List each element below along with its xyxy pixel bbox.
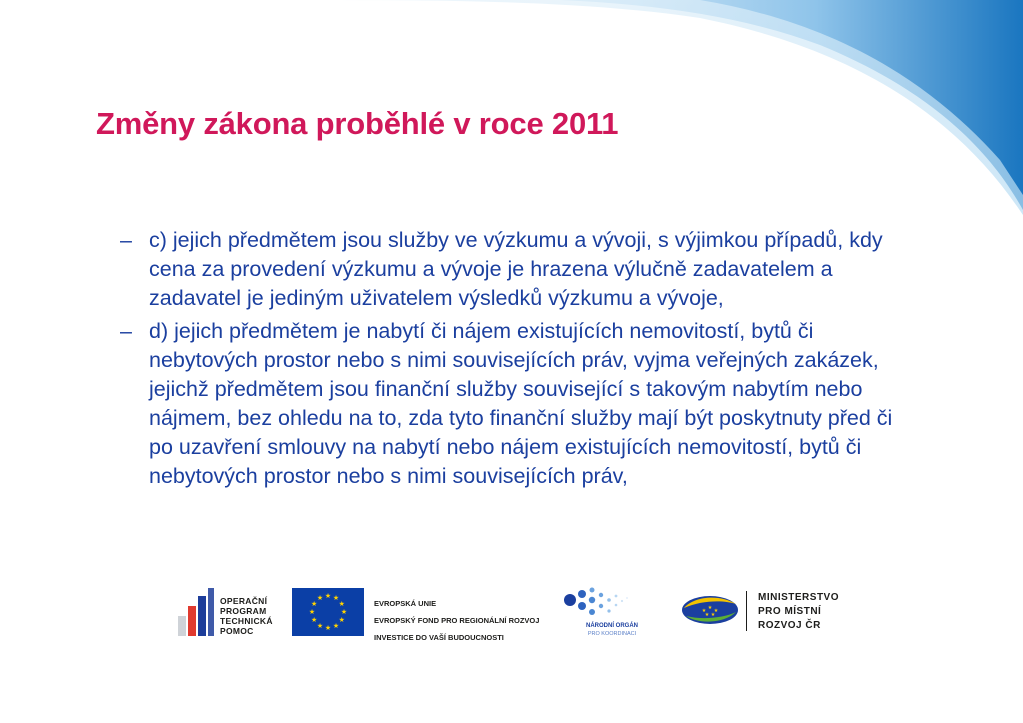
mmr-logo-line: PRO MÍSTNÍ <box>758 606 822 617</box>
mmr-logo-line: MINISTERSTVO <box>758 592 840 603</box>
svg-text:★: ★ <box>308 608 316 616</box>
mmr-logo-line: ROZVOJ ČR <box>758 620 821 631</box>
svg-text:★: ★ <box>707 605 713 611</box>
eu-logo-line: INVESTICE DO VAŠÍ BUDOUCNOSTI <box>374 633 504 642</box>
narodni-organ-line2: PRO KOORDINACI <box>587 631 637 637</box>
op-logo-line: OPERAČNÍ <box>220 596 268 606</box>
mmr-emblem-logo <box>680 592 740 628</box>
bullet-marker: – <box>120 319 132 343</box>
bullet-list <box>120 226 920 495</box>
eu-logo-line: EVROPSKÁ UNIE <box>374 599 437 608</box>
eu-logo-text <box>374 595 539 646</box>
op-technicka-pomoc-logo <box>178 588 218 638</box>
narodni-organ-logo <box>562 586 632 622</box>
narodni-organ-text <box>570 622 654 638</box>
svg-text:★: ★ <box>338 600 345 608</box>
svg-text:★: ★ <box>704 612 710 618</box>
bullet-marker: – <box>120 228 132 252</box>
svg-text:★: ★ <box>324 592 332 600</box>
svg-text:★: ★ <box>316 594 324 603</box>
svg-text:★: ★ <box>332 594 340 603</box>
svg-text:★: ★ <box>311 600 318 608</box>
bullet-item <box>120 226 920 313</box>
svg-text:★: ★ <box>324 624 332 632</box>
eu-logo-line: EVROPSKÝ FOND PRO REGIONÁLNÍ ROZVOJ <box>374 616 540 625</box>
svg-text:★: ★ <box>338 616 345 624</box>
svg-text:★: ★ <box>710 612 716 618</box>
eu-flag-logo <box>292 588 364 636</box>
bullet-item <box>120 317 920 491</box>
op-logo-line: POMOC <box>220 626 254 636</box>
svg-text:★: ★ <box>340 608 348 616</box>
mmr-divider <box>746 591 747 631</box>
op-logo-line: TECHNICKÁ <box>220 616 273 626</box>
op-logo-text <box>220 596 273 636</box>
svg-text:★: ★ <box>332 621 340 630</box>
mmr-logo-text <box>758 591 839 633</box>
svg-text:★: ★ <box>701 608 707 614</box>
svg-text:★: ★ <box>311 616 318 624</box>
svg-text:★: ★ <box>316 621 324 630</box>
bullet-text: c) jejich předmětem jsou služby ve výzkumu a vývoji, s výjimkou případů, kdy cena za provedení výzkumu a vývoje je hrazena výlučně zadavatelem a zadavatel je jediným uživatelem výsledků výzkumu a vývoje, <box>149 228 883 310</box>
op-logo-line: PROGRAM <box>220 606 267 616</box>
bullet-text: d) jejich předmětem je nabytí či nájem existujících nemovitostí, bytů či nebytových prostor nebo s nimi souvisejících práv, vyjma veřejných zakázek, jejichž předmětem jsou finanční služby související s takovým nabytím nebo nájmem, bez ohledu na to, zda tyto finanční služby mají být poskytnuty před či po uzavření smlouvy na nabytí nebo nájem existujících nemovitostí, bytů či nebytových prostor nebo s nimi souvisejících práv, <box>149 319 893 488</box>
slide-title: Změny zákona proběhlé v roce 2011 <box>96 106 619 141</box>
svg-text:★: ★ <box>713 608 719 614</box>
narodni-organ-line1: NÁRODNÍ ORGÁN <box>586 623 638 629</box>
